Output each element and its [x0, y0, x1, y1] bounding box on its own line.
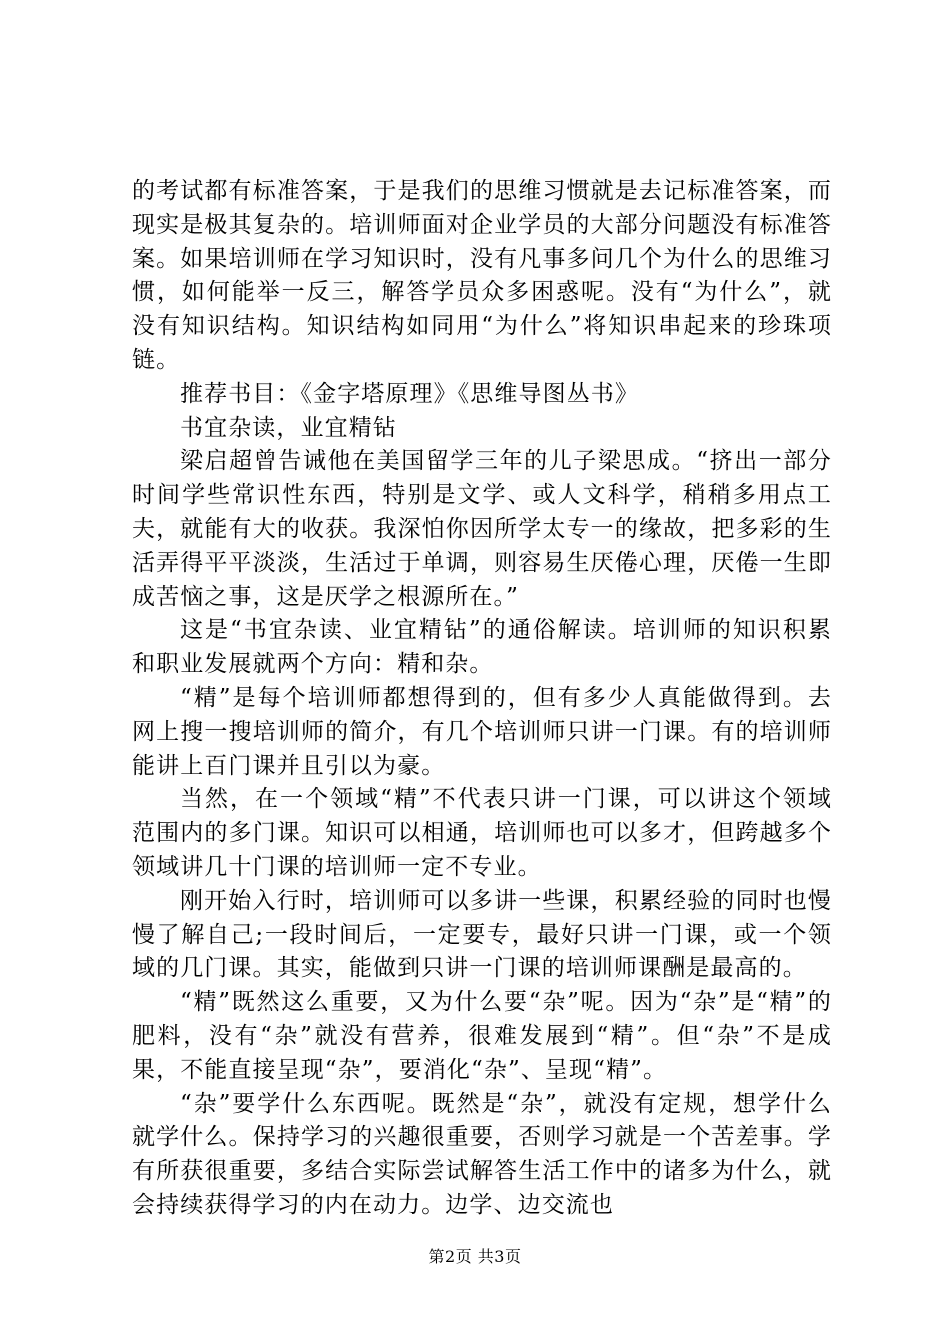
paragraph-5: 这是“书宜杂读、业宜精钻”的通俗解读。培训师的知识积累和职业发展就两个方向：精和杂。	[132, 617, 832, 678]
section-heading: 书宜杂读，业宜精钻	[180, 414, 397, 441]
recommended-books: 推荐书目：《金字塔原理》《思维导图丛书》	[180, 380, 639, 407]
paragraph-7: 当然，在一个领域“精”不代表只讲一门课，可以讲这个领域范围内的多门课。知识可以相通，培训师也可以多才，但跨越多个领域讲几十门课的培训师一定不专业。	[132, 786, 832, 880]
paragraph-6: “精”是每个培训师都想得到的，但有多少人真能做得到。去网上搜一搜培训师的简介，有几个培训师只讲一门课。有的培训师能讲上百门课并且引以为豪。	[132, 684, 832, 779]
paragraph-10: “杂”要学什么东西呢。既然是“杂”，就没有定规，想学什么就学什么。保持学习的兴趣很重要，否则学习就是一个苦差事。学有所获很重要，多结合实际尝试解答生活工作中的诸多为什么，就会持续获得学习的内在动力。边学、边交流也	[132, 1090, 832, 1218]
paragraph-1: 的考试都有标准答案，于是我们的思维习惯就是去记标准答案，而现实是极其复杂的。培训师面对企业学员的大部分问题没有标准答案。如果培训师在学习知识时，没有凡事多问几个为什么的思维习惯，如何能举一反三，解答学员众多困惑呢。没有“为什么”，就没有知识结构。知识结构如同用“为什么”将知识串起来的珍珠项链。	[132, 178, 832, 373]
page-number-footer: 第2页 共3页	[428, 1247, 522, 1266]
paragraph-8: 刚开始入行时，培训师可以多讲一些课，积累经验的同时也慢慢了解自己;一段时间后，一定要专，最好只讲一门课，或一个领域的几门课。其实，能做到只讲一门课的培训师课酬是最高的。	[132, 887, 832, 982]
document-body	[132, 175, 832, 1223]
paragraph-4: 梁启超曾告诫他在美国留学三年的儿子梁思成。“挤出一部分时间学些常识性东西，特别是文学、或人文科学，稍稍多用点工夫，就能有大的收获。我深怕你因所学太专一的缘故，把多彩的生活弄得平平淡淡，生活过于单调，则容易生厌倦心理，厌倦一生即成苦恼之事，这是厌学之根源所在。”	[132, 448, 832, 610]
paragraph-9: “精”既然这么重要，又为什么要“杂”呢。因为“杂”是“精”的肥料，没有“杂”就没有营养，很难发展到“精”。但“杂”不是成果，不能直接呈现“杂”，要消化“杂”、呈现“精”。	[132, 989, 832, 1083]
